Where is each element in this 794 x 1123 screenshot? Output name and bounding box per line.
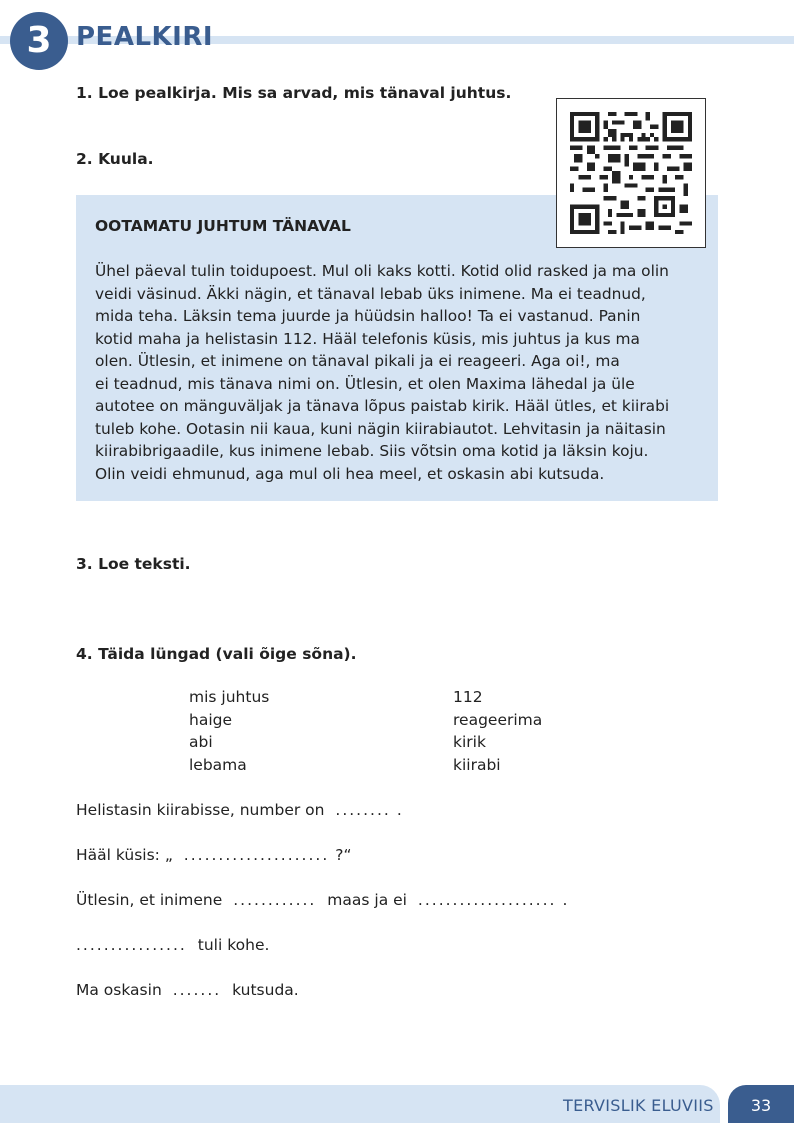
task-4: 4. Täida lüngad (vali õige sõna).: [76, 645, 357, 663]
footer-section-title: TERVISLIK ELUVIIS: [563, 1096, 714, 1115]
gap-blank[interactable]: .....................: [183, 846, 330, 864]
qr-code-icon[interactable]: [556, 98, 706, 248]
sentence-text: .: [396, 801, 402, 819]
story-line: autotee on mänguväljak ja tänava lõpus paistab kirik. Hääl ütles, et kiirabi: [95, 397, 670, 415]
story-line: ei teadnud, mis tänava nimi on. Ütlesin, et olen Maxima lähedal ja üle: [95, 374, 635, 393]
gap-blank[interactable]: .......: [172, 981, 222, 999]
story-line: Ühel päeval tulin toidupoest. Mul oli kaks kotti. Kotid olid rasked ja ma olin: [95, 262, 669, 280]
gap-blank[interactable]: ....................: [417, 891, 557, 909]
chapter-badge: 3: [10, 12, 68, 70]
story-line: kiirabibrigaadile, kus inimene lebab. Siis võtsin oma kotid ja läksin koju.: [95, 442, 649, 460]
word-option: haige: [189, 710, 233, 729]
word-bank-left: [189, 686, 269, 776]
word-option: abi: [189, 733, 213, 751]
word-bank-right: [453, 686, 542, 776]
gap-sentence-3: [76, 891, 567, 909]
word-option: kiirabi: [453, 755, 501, 774]
sentence-text: Ütlesin, et inimene: [76, 891, 223, 909]
gap-sentence-1: [76, 801, 402, 819]
sentence-text: maas ja ei: [327, 891, 407, 909]
story-line: olen. Ütlesin, et inimene on tänaval pikali ja ei reageeri. Aga oi!, ma: [95, 352, 620, 370]
gap-sentence-2: [76, 846, 352, 864]
page-number: 33: [750, 1096, 772, 1115]
story-line: mida teha. Läksin tema juurde ja hüüdsin halloo! Ta ei vastanud. Panin: [95, 307, 641, 325]
task-3: 3. Loe teksti.: [76, 555, 191, 573]
sentence-text: kutsuda.: [232, 981, 299, 999]
word-option: mis juhtus: [189, 688, 270, 706]
sentence-text: ?“: [335, 846, 352, 864]
gap-sentence-5: [76, 981, 299, 999]
word-option: 112: [453, 688, 483, 706]
story-heading: OOTAMATU JUHTUM TÄNAVAL: [95, 217, 351, 235]
gap-blank[interactable]: ............: [233, 891, 317, 909]
gap-blank[interactable]: ................: [76, 936, 187, 954]
story-line: veidi väsinud. Äkki nägin, et tänaval lebab üks inimene. Ma ei teadnud,: [95, 284, 646, 303]
word-option: kirik: [453, 733, 486, 751]
sentence-text: .: [562, 891, 568, 909]
task-1: 1. Loe pealkirja. Mis sa arvad, mis tänaval juhtus.: [76, 84, 512, 102]
story-body: [95, 260, 707, 485]
story-line: kotid maha ja helistasin 112. Hääl telefonis küsis, mis juhtus ja kus ma: [95, 329, 640, 348]
sentence-text: Hääl küsis: „: [76, 846, 173, 864]
sentence-text: Helistasin kiirabisse, number on: [76, 801, 325, 819]
gap-blank[interactable]: ........: [335, 801, 391, 819]
sentence-text: Ma oskasin: [76, 981, 162, 999]
word-option: lebama: [189, 755, 247, 774]
task-2: 2. Kuula.: [76, 150, 154, 168]
gap-sentence-4: [76, 936, 269, 954]
sentence-text: tuli kohe.: [197, 936, 270, 954]
story-line: Olin veidi ehmunud, aga mul oli hea meel, et oskasin abi kutsuda.: [95, 464, 605, 483]
word-option: reageerima: [453, 710, 543, 729]
page-title: PEALKIRI: [76, 22, 214, 52]
story-line: tuleb kohe. Ootasin nii kaua, kuni nägin kiirabiautot. Lehvitasin ja näitasin: [95, 419, 666, 438]
